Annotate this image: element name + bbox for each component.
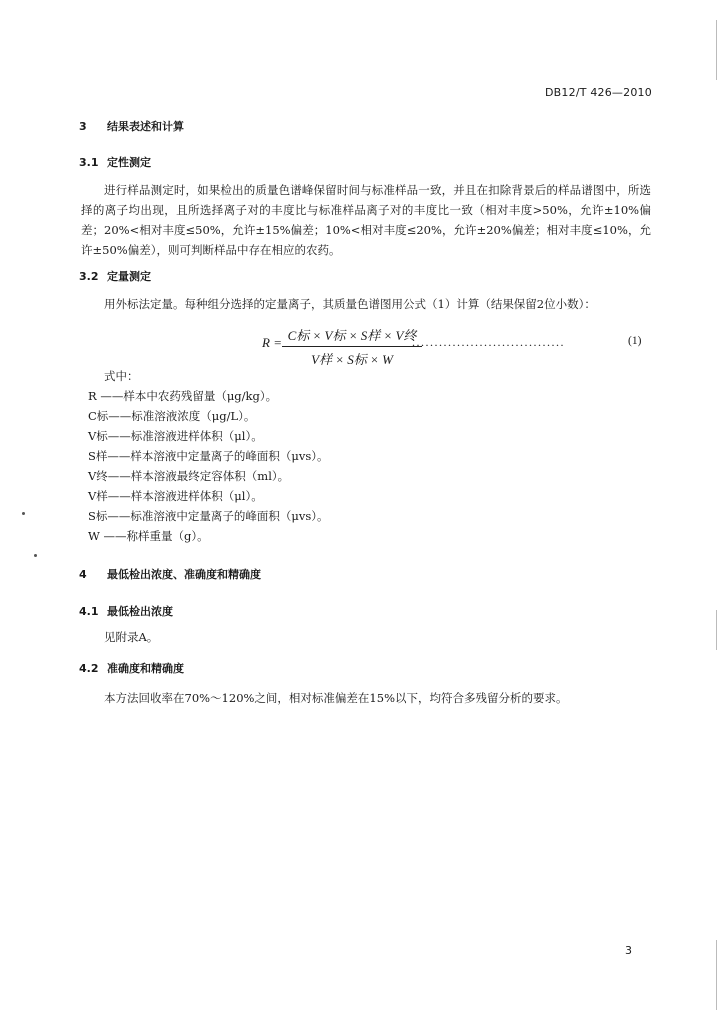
section-number: 3.1	[79, 156, 99, 169]
section-title: 结果表述和计算	[107, 120, 184, 133]
accuracy-paragraph: 本方法回收率在70%～120%之间，相对标准偏差在15%以下，均符合多残留分析的要求。	[104, 691, 568, 705]
definition-line: S标——标准溶液中定量离子的峰面积（μvs）。	[88, 509, 329, 523]
scan-edge-line	[716, 20, 717, 80]
section-title: 准确度和精确度	[107, 662, 184, 675]
section-number: 4.2	[79, 662, 99, 675]
section-number: 4	[79, 568, 87, 581]
formula-numerator: C标 × V标 × S样 × V终	[282, 325, 422, 347]
section-title: 最低检出浓度	[107, 605, 173, 618]
section-title: 最低检出浓度、准确度和精确度	[107, 568, 261, 581]
min-detection-paragraph: 见附录A。	[104, 630, 159, 644]
where-label: 式中：	[104, 369, 139, 383]
section-number: 3	[79, 120, 87, 133]
equation-number: (1)	[628, 335, 642, 347]
scan-speck	[34, 554, 37, 557]
section-3-heading	[79, 118, 184, 134]
formula-fraction	[282, 325, 422, 368]
definition-line: R ——样本中农药残留量（μg/kg）。	[88, 389, 278, 403]
section-4-2-heading	[79, 660, 184, 676]
definition-line: S样——样本溶液中定量离子的峰面积（μvs）。	[88, 449, 329, 463]
definition-line: W ——称样重量（g）。	[88, 529, 209, 543]
section-4-1-heading	[79, 603, 173, 619]
formula-leader-dots: ..................................	[412, 335, 565, 349]
section-3-2-heading	[79, 268, 151, 284]
formula-denominator: V样 × S标 × W	[311, 352, 393, 367]
definition-line: C标——标准溶液浓度（μg/L）。	[88, 409, 256, 423]
scan-speck	[22, 512, 25, 515]
formula-lhs: R =	[262, 335, 282, 350]
scan-edge-line	[716, 610, 717, 650]
document-code-header: DB12/T 426—2010	[545, 86, 652, 99]
section-number: 3.2	[79, 270, 99, 283]
definition-line: V终——样本溶液最终定容体积（ml）。	[88, 469, 290, 483]
section-title: 定量测定	[107, 270, 151, 283]
scan-edge-line	[716, 940, 717, 1010]
section-title: 定性测定	[107, 156, 151, 169]
definition-line: V标——标准溶液进样体积（μl）。	[88, 429, 263, 443]
section-number: 4.1	[79, 605, 99, 618]
section-4-heading	[79, 566, 261, 582]
qualitative-paragraph: 进行样品测定时，如果检出的质量色谱峰保留时间与标准样品一致，并且在扣除背景后的样品谱图中，所选择的离子均出现，且所选择离子对的丰度比与标准样品离子对的丰度比一致（相对丰度>50%，允许±10%偏差；20%<相对丰度≤50%，允许±15%偏差；10%<相对丰度≤20%，允许±20%偏差；相对丰度≤10%，允许±50%偏差），则可判断样品中存在相应的农药。	[81, 183, 651, 257]
variable-definitions	[88, 386, 329, 546]
definition-line: V样——样本溶液进样体积（μl）。	[88, 489, 263, 503]
section-3-1-heading	[79, 154, 151, 170]
formula-1	[262, 325, 652, 365]
page-number: 3	[625, 944, 633, 957]
quantitative-paragraph: 用外标法定量。每种组分选择的定量离子，其质量色谱图用公式（1）计算（结果保留2位小数）：	[104, 297, 596, 311]
